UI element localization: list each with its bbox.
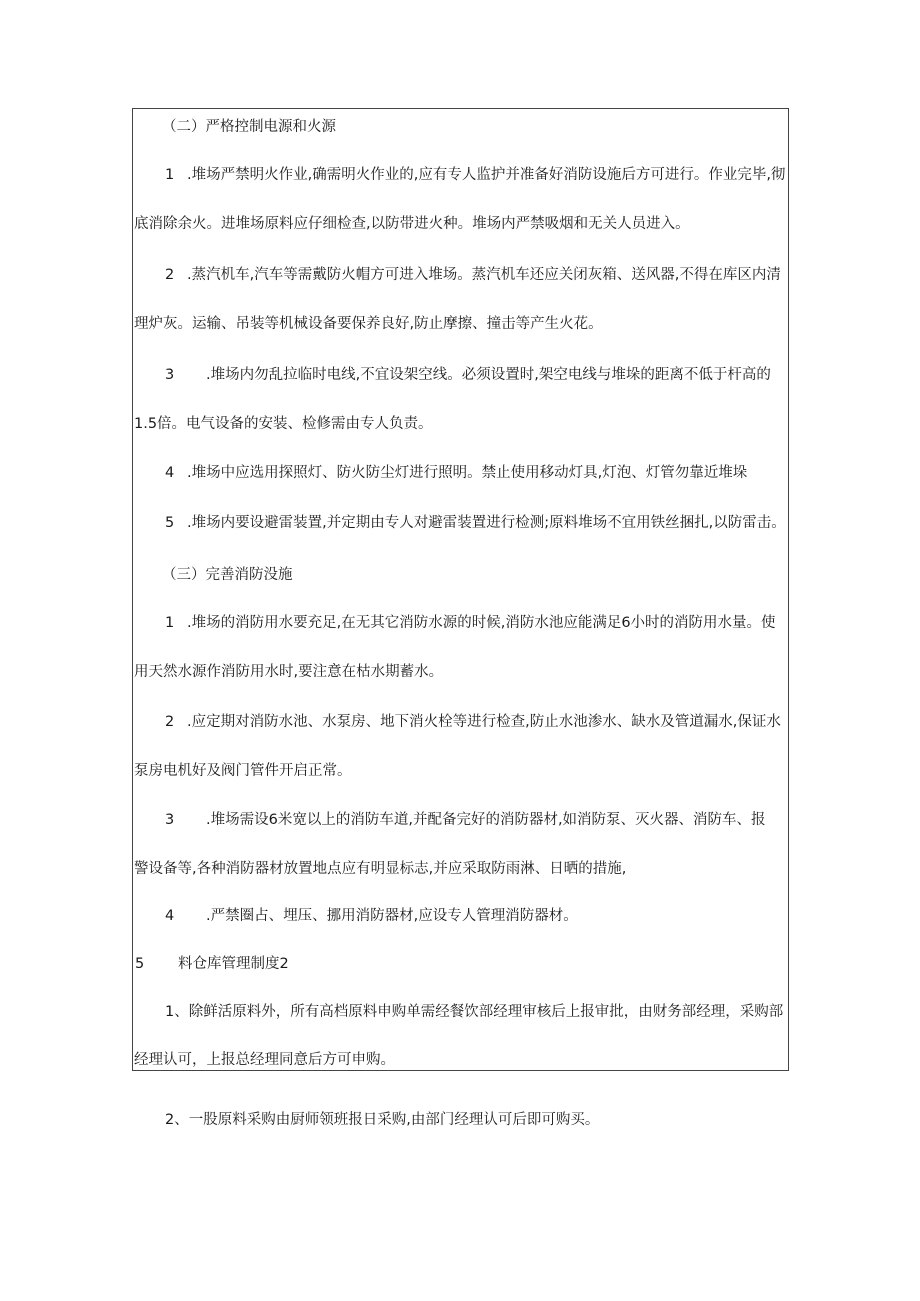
item-number: 4 — [165, 465, 175, 481]
paragraph-line: 警设备等,各种消防器材放置地点应有明显标志,并应采取防雨淋、日晒的措施, — [134, 861, 627, 877]
paragraph-line: .堆场的消防用水要充足,在无其它消防水源的时候,消防水池应能满足6小时的消防用水量。使 — [187, 615, 776, 631]
item-number: 1 — [165, 167, 175, 183]
item-number: 1 — [165, 615, 175, 631]
paragraph-line: .堆场严禁明火作业,确需明火作业的,应有专人监护并准备好消防设施后方可进行。作业完毕,彻 — [187, 167, 786, 183]
item-number: 5 — [165, 515, 175, 531]
paragraph-line: .严禁圈占、埋压、挪用消防器材,应设专人管理消防器材。 — [206, 908, 578, 924]
paragraph-line: 泵房电机好及阀门管件开启正常。 — [134, 763, 352, 779]
chapter-title: 料仓库管理制度2 — [178, 956, 289, 972]
paragraph-line: 2、一股原料采购由厨师领班报日采购,由部门经理认可后即可购买。 — [165, 1112, 600, 1128]
section-heading-3: （三）完善消防没施 — [162, 567, 293, 583]
paragraph-line: .堆场中应选用探照灯、防火防尘灯进行照明。禁止使用移动灯具,灯泡、灯管勿靠近堆垛 — [187, 465, 748, 481]
paragraph-line: 经理认可，上报总经理同意后方可申购。 — [134, 1052, 395, 1068]
item-number: 3 — [165, 812, 175, 828]
paragraph-line: 1、除鲜活原料外，所有高档原料申购单需经餐饮部经理审核后上报审批，由财务部经理，采购部 — [165, 1004, 784, 1020]
paragraph-line: 底消除余火。进堆场原料应仔细检查,以防带进火种。堆场内严禁吸烟和无关人员进入。 — [134, 216, 690, 232]
paragraph-line: .应定期对消防水池、水泵房、地下消火栓等进行检查,防止水池渗水、缺水及管道漏水,保证水 — [187, 714, 781, 730]
item-number: 3 — [165, 367, 175, 383]
paragraph-line: .堆场内要设避雷装置,并定期由专人对避雷装置进行检测;原料堆场不宜用铁丝捆扎,以防雷击。 — [187, 515, 786, 531]
item-number: 2 — [165, 267, 175, 283]
paragraph-line: 理炉灰。运输、吊装等机械设备要保养良好,防止摩擦、撞击等产生火花。 — [134, 316, 603, 332]
item-number: 2 — [165, 714, 175, 730]
item-number: 4 — [165, 908, 175, 924]
chapter-number: 5 — [135, 956, 145, 972]
paragraph-line: 用天然水源作消防用水时,要注意在枯水期蓄水。 — [134, 664, 444, 680]
paragraph-line: .堆场内勿乱拉临时电线,不宜设架空线。必须设置时,架空电线与堆垛的距离不低于杆高的 — [206, 367, 771, 383]
section-heading-2: （二）严格控制电源和火源 — [162, 119, 336, 135]
paragraph-line: 1.5倍。电气设备的安装、检修需由专人负责。 — [134, 416, 433, 432]
paragraph-line: .蒸汽机车,汽车等需戴防火帽方可进入堆场。蒸汽机车还应关闭灰箱、送风器,不得在库区内清 — [187, 267, 781, 283]
paragraph-line: .堆场需设6米宽以上的消防车道,并配备完好的消防器材,如消防泵、灭火器、消防车、报 — [206, 812, 766, 828]
table-border — [132, 108, 789, 1071]
